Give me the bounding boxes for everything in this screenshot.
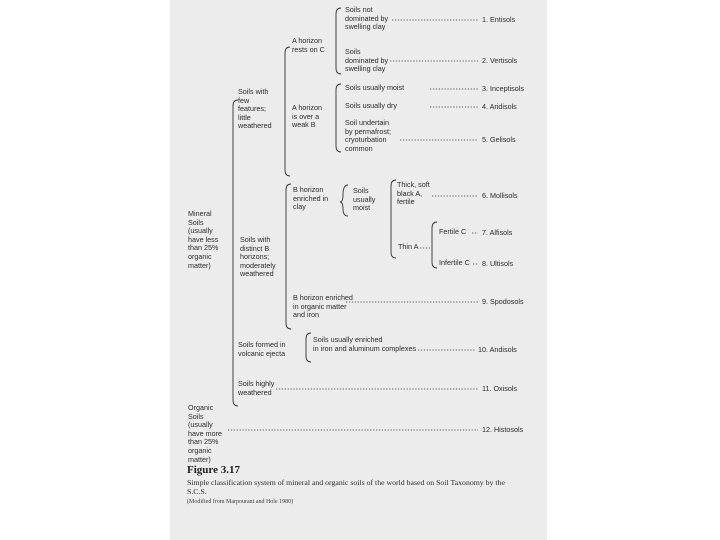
bracket-few-features xyxy=(285,47,290,176)
node-fertile-c: Fertile C xyxy=(439,227,467,236)
order-alfisols: 7. Alfisols xyxy=(482,228,513,237)
bracket-weak-b xyxy=(336,84,341,152)
bracket-volcanic xyxy=(306,333,311,362)
node-a-on-c: A horizon rests on C xyxy=(292,36,325,54)
figure-caption: Simple classification system of mineral and organic soils of the world based on Soil Taxonomy by the S.C.S. xyxy=(187,478,505,497)
node-a-over-weak-b: A horizon is over a weak B xyxy=(292,103,322,130)
node-distinct-b: Soils with distinct B horizons; moderately weathered xyxy=(240,235,276,279)
node-usually-moist: Soils usually moist xyxy=(345,83,405,92)
bracket-a-on-c xyxy=(336,8,341,74)
order-inceptisols: 3. Inceptisols xyxy=(482,84,524,93)
order-gelisols: 5. Gelisols xyxy=(482,135,516,144)
order-entisols: 1. Entisols xyxy=(482,15,516,24)
order-mollisols: 6. Mollisols xyxy=(482,191,518,200)
node-organic-soils: Organic Soils (usually have more than 25% organic matter) xyxy=(188,403,222,464)
node-mineral-soils: Mineral Soils (usually have less than 25% organic matter) xyxy=(188,209,219,270)
order-oxisols: 11. Oxisols xyxy=(482,384,518,393)
node-highly-weathered: Soils highly weathered xyxy=(238,379,275,397)
node-infertile-c: Infertile C xyxy=(439,258,470,267)
node-volcanic: Soils formed in volcanic ejecta xyxy=(238,340,286,358)
node-soils-usually-moist: Soils usually moist xyxy=(353,186,376,213)
order-andisols: 10. Andisols xyxy=(478,345,517,354)
node-b-clay: B horizon enriched in clay xyxy=(293,185,329,212)
node-swelling: Soils dominated by swelling clay xyxy=(345,47,389,74)
node-few-features: Soils with few features; little weathered xyxy=(238,87,272,131)
order-histosols: 12. Histosols xyxy=(482,425,524,434)
bracket-distinct-b xyxy=(286,184,291,329)
node-fe-al: Soils usually enriched in iron and aluminum complexes xyxy=(313,335,417,353)
order-aridisols: 4. Aridisols xyxy=(482,102,517,111)
node-not-swelling: Soils not dominated by swelling clay xyxy=(345,5,389,32)
order-ultisols: 8. Ultisols xyxy=(482,259,514,268)
bracket-b-clay xyxy=(340,185,348,216)
node-permafrost: Soil undertain by permafrost; cryoturbation common xyxy=(345,118,391,153)
bracket-soils-moist xyxy=(391,180,396,258)
node-thin-a: Thin A xyxy=(398,242,419,251)
figure-source: (Modified from Marpourant and Hole 1980) xyxy=(187,499,294,505)
figure-number: Figure 3.17 xyxy=(187,464,240,476)
bracket-thin-a xyxy=(432,222,437,268)
node-usually-dry: Soils usually dry xyxy=(345,101,397,110)
bracket-mineral xyxy=(233,100,238,406)
node-b-organic-iron: B horizon enriched in organic matter and iron xyxy=(293,293,353,320)
order-vertisols: 2. Vertisols xyxy=(482,56,518,65)
order-spodosols: 9. Spodosols xyxy=(482,297,524,306)
node-thick-a: Thick, soft black A, fertile xyxy=(397,180,430,207)
